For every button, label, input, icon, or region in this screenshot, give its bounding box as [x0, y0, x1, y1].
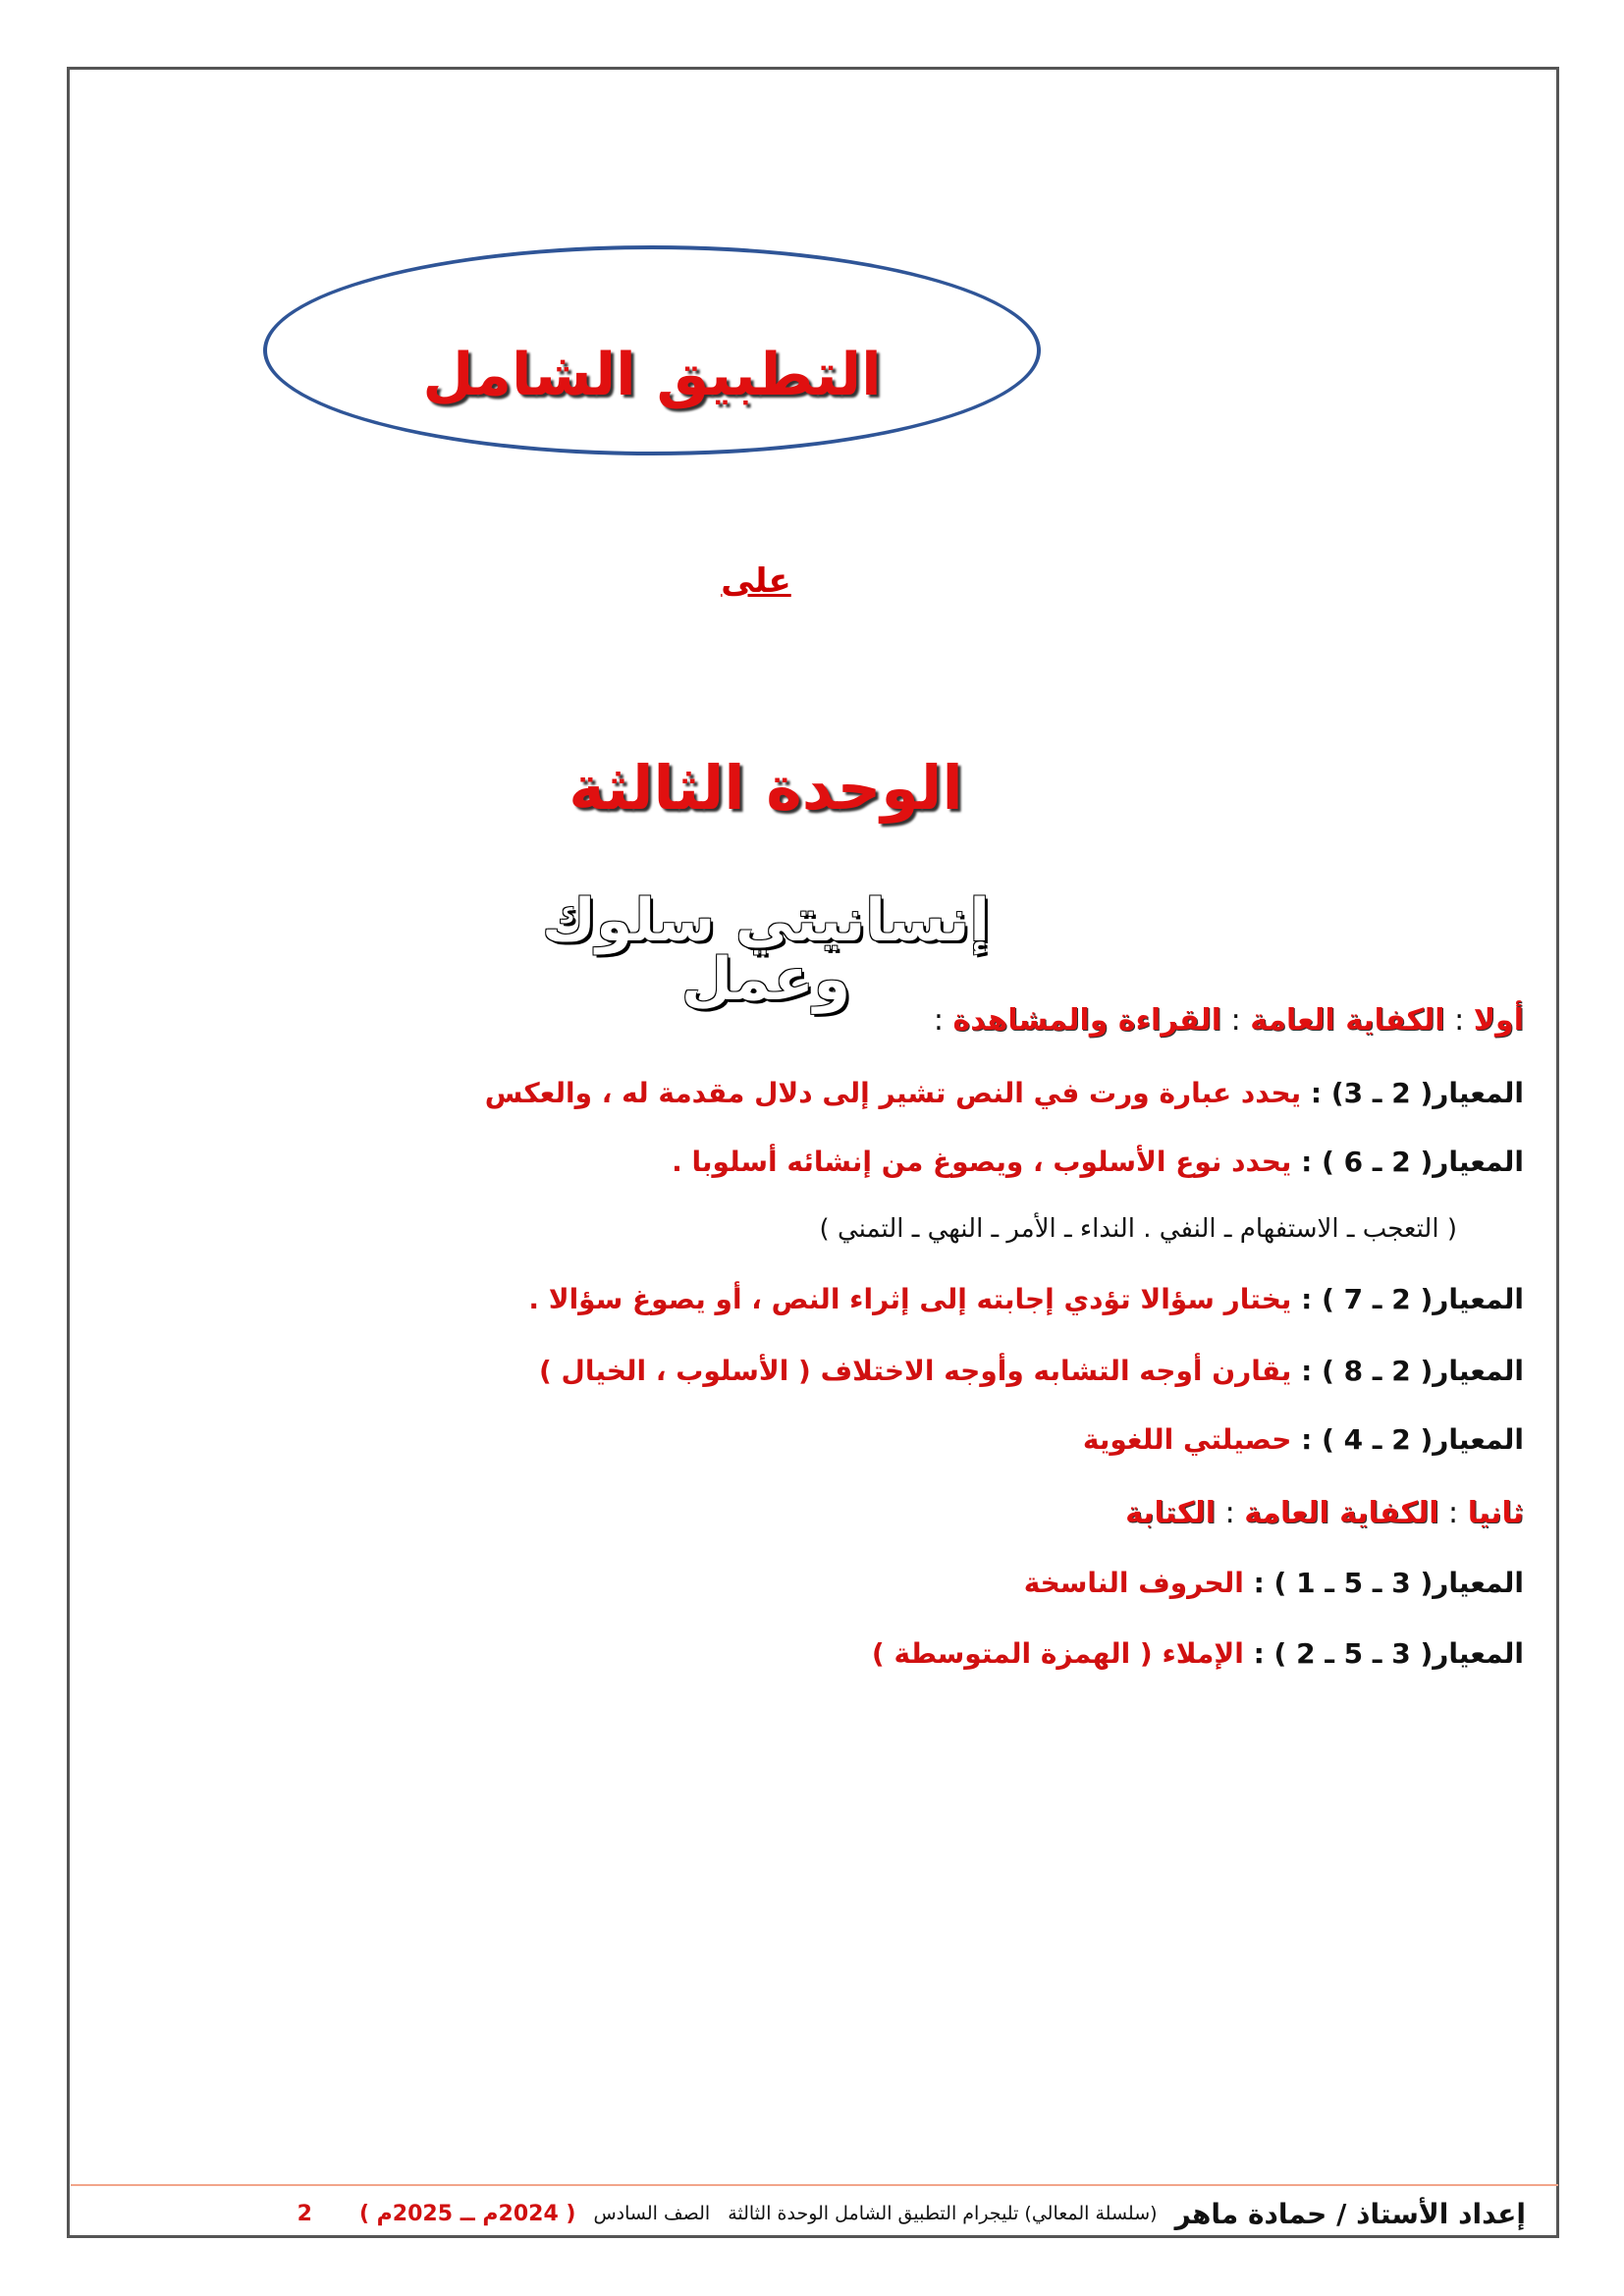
footer-author: إعداد الأستاذ / حمادة ماهر — [1174, 2197, 1526, 2230]
page-title: التطبيق الشامل — [422, 341, 882, 409]
unit-title: الوحدة الثالثة — [568, 752, 963, 824]
standard-text: يحدد نوع الأسلوب ، ويصوغ من إنشائه أسلوبا . — [672, 1146, 1292, 1178]
standard-label: المعيار( 2 ـ 3) : — [1310, 1077, 1524, 1109]
section-1-prefix: أولا — [1473, 1003, 1524, 1038]
footer-grade: الصف السادس — [593, 2203, 711, 2224]
standard-text: يقارن أوجه التشابه وأوجه الاختلاف ( الأسلوب ، الخيال ) — [539, 1355, 1292, 1387]
standard-row — [1024, 1567, 1524, 1600]
page-number: 2 — [297, 2201, 312, 2226]
standard-row — [1083, 1423, 1524, 1457]
section-1-heading: أولا : الكفاية العامة : القراءة والمشاهدة : — [933, 1003, 1524, 1038]
styles-list: ( التعجب ـ الاستفهام ـ النفي . النداء ـ الأمر ـ النهي ـ التمني ) — [819, 1214, 1457, 1244]
standard-row — [872, 1637, 1524, 1671]
page-footer — [157, 2194, 1526, 2233]
section-2-competency: الكتابة — [1125, 1496, 1217, 1530]
standard-row — [672, 1146, 1524, 1179]
standard-text: الإملاء ( الهمزة المتوسطة ) — [871, 1637, 1244, 1670]
standard-text: يحدد عبارة ورت في النص تشير إلى دلال مقدمة له ، والعكس — [484, 1077, 1302, 1109]
standard-row — [539, 1355, 1524, 1388]
standard-label: المعيار( 3 ـ 5 ـ 1 ) : — [1253, 1567, 1524, 1599]
section-1-competency: القراءة والمشاهدة — [952, 1003, 1222, 1038]
standard-text: يختار سؤالا تؤدي إجابته إلى إثراء النص ، أو يصوغ سؤالا . — [528, 1283, 1292, 1315]
section-2-competency-label: الكفاية العامة — [1244, 1496, 1439, 1530]
standard-label: المعيار( 2 ـ 7 ) : — [1301, 1283, 1524, 1315]
section-1-competency-label: الكفاية العامة — [1250, 1003, 1445, 1038]
standard-text: حصيلتي اللغوية — [1082, 1423, 1292, 1456]
footer-divider — [71, 2184, 1558, 2186]
standard-label: المعيار( 2 ـ 6 ) : — [1301, 1146, 1524, 1178]
section-2-heading: ثانيا : الكفاية العامة : الكتابة — [1125, 1496, 1524, 1530]
standard-label: المعيار( 3 ـ 5 ـ 2 ) : — [1253, 1637, 1524, 1670]
standard-text: الحروف الناسخة — [1023, 1567, 1244, 1599]
standard-label: المعيار( 2 ـ 4 ) : — [1301, 1423, 1524, 1456]
unit-name: إنسانيتي سلوك وعمل — [542, 886, 990, 1014]
footer-year: ( 2024م ــ 2025م ) — [358, 2201, 576, 2226]
standard-row — [528, 1283, 1524, 1316]
standard-row — [485, 1077, 1524, 1110]
standard-label: المعيار( 2 ـ 8 ) : — [1301, 1355, 1524, 1387]
on-label: على — [721, 561, 791, 601]
section-2-prefix: ثانيا — [1467, 1496, 1524, 1530]
footer-series: (سلسلة المعالي) تليجرام التطبيق الشامل الوحدة الثالثة — [728, 2203, 1158, 2224]
